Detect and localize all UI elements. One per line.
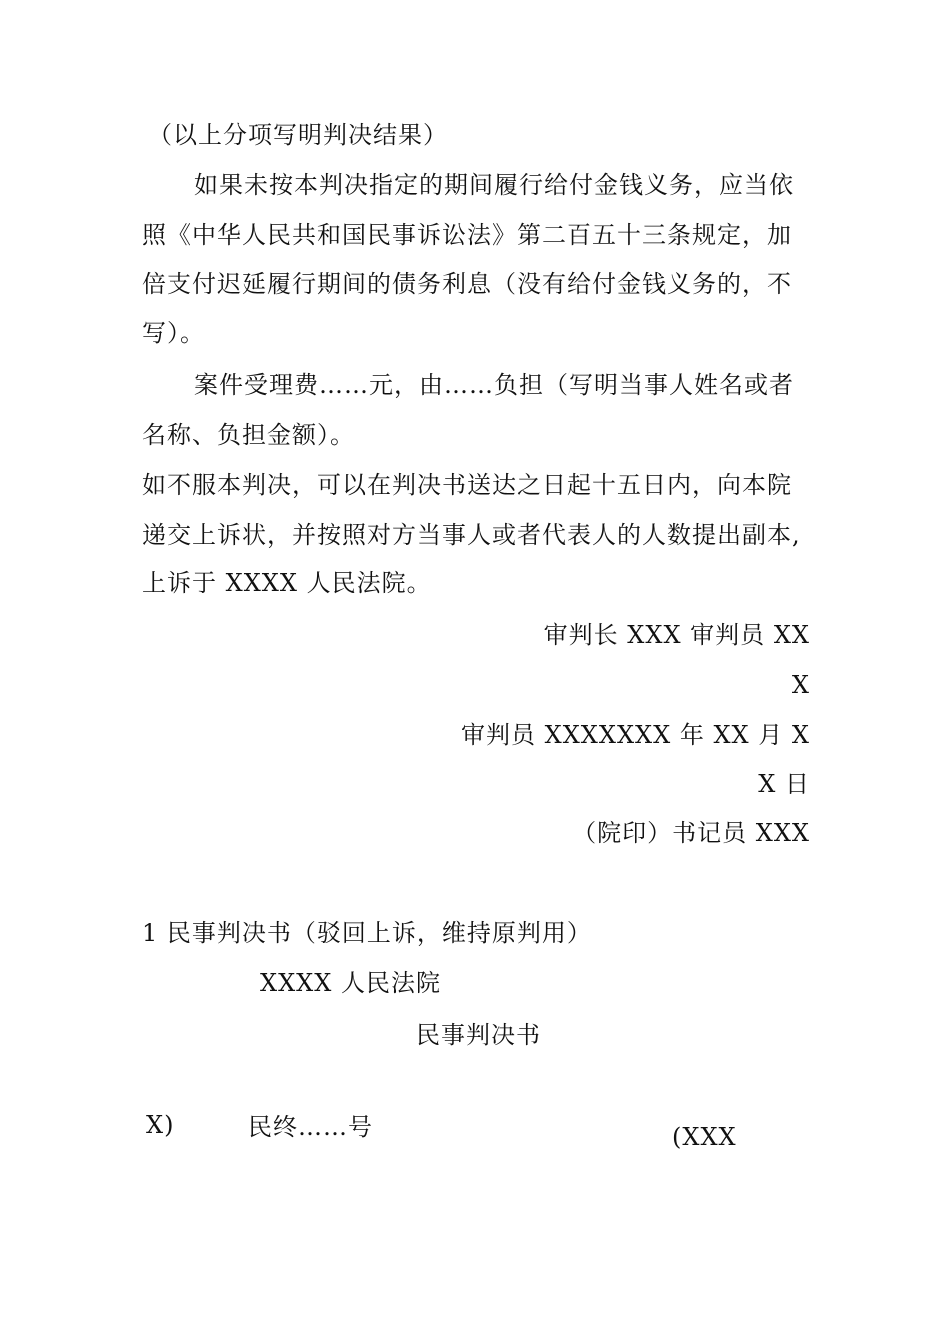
case-number-suffix: (XXX bbox=[672, 1123, 737, 1151]
signature-line-4: X 日 bbox=[758, 770, 810, 798]
signature-line-2: X bbox=[791, 671, 810, 699]
case-number: 民终……号 bbox=[248, 1113, 373, 1141]
signature-line-3: 审判员 XXXXXXX 年 XX 月 X bbox=[460, 721, 810, 749]
appeal-paragraph-line-3: 上诉于 XXXX 人民法院。 bbox=[142, 569, 432, 597]
fee-paragraph-line-1: 案件受理费……元，由……负担（写明当事人姓名或者 bbox=[194, 371, 794, 399]
signature-line-1: 审判长 XXX 审判员 XX bbox=[543, 621, 810, 649]
signature-line-5: （院印）书记员 XXX bbox=[572, 819, 810, 847]
fee-paragraph-line-2: 名称、负担金额）。 bbox=[142, 421, 355, 449]
appeal-paragraph-line-2: 递交上诉状，并按照对方当事人或者代表人的人数提出副本, bbox=[142, 521, 801, 549]
interest-paragraph-line-1: 如果未按本判决指定的期间履行给付金钱义务，应当依 bbox=[194, 171, 794, 199]
appeal-paragraph-line-1: 如不服本判决，可以在判决书送达之日起十五日内，向本院 bbox=[142, 471, 792, 499]
section-title: 1 民事判决书（驳回上诉，维持原判用） bbox=[142, 919, 592, 947]
results-note: （以上分项写明判决结果） bbox=[148, 121, 448, 149]
case-number-prefix: X) bbox=[146, 1111, 175, 1139]
interest-paragraph-line-2: 照《中华人民共和国民事诉讼法》第二百五十三条规定，加 bbox=[142, 221, 792, 249]
interest-paragraph-line-3: 倍支付迟延履行期间的债务利息（没有给付金钱义务的，不 bbox=[142, 270, 792, 298]
court-name: XXXX 人民法院 bbox=[260, 969, 441, 997]
document-title: 民事判决书 bbox=[416, 1021, 541, 1049]
interest-paragraph-line-4: 写）。 bbox=[142, 319, 205, 347]
